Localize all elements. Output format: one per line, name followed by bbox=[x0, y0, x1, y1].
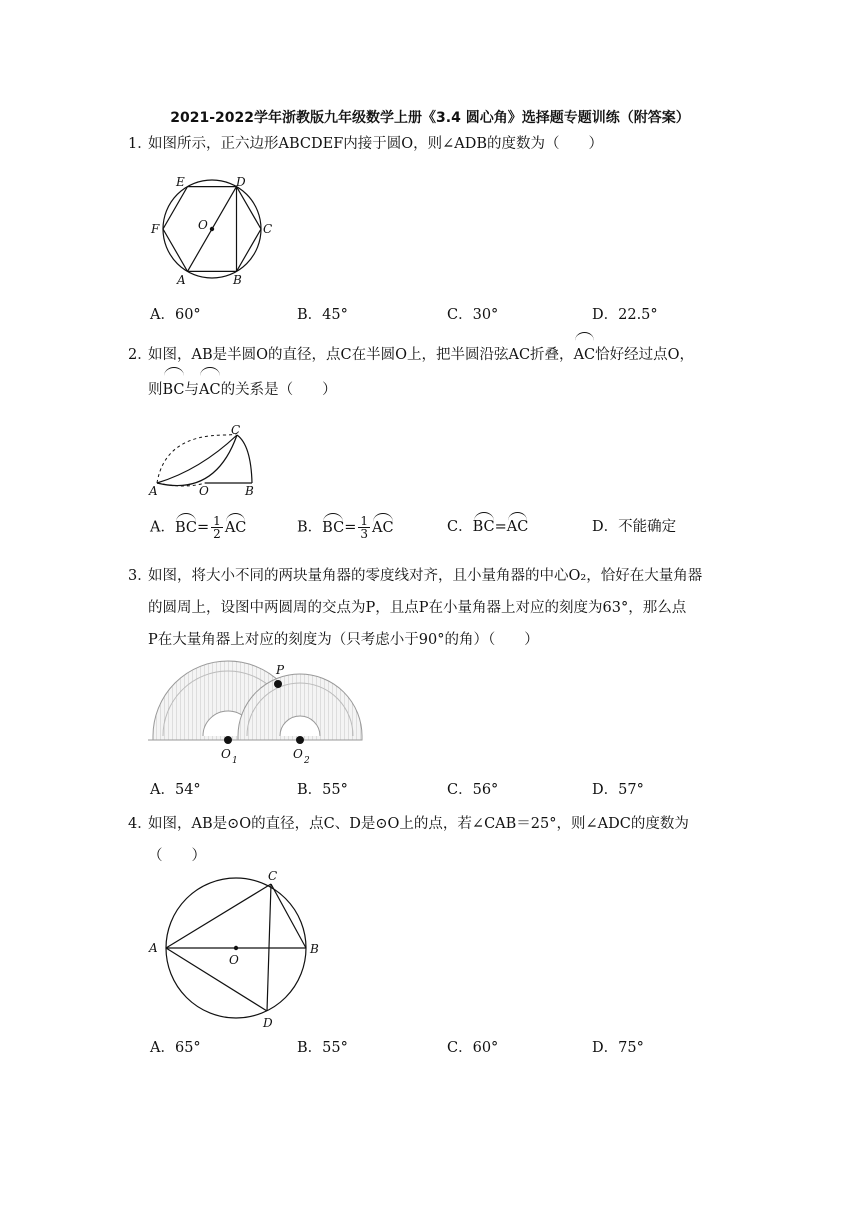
figure-label: B bbox=[245, 484, 254, 498]
question-4-figure bbox=[145, 868, 330, 1033]
point-p bbox=[274, 680, 282, 688]
arc-ac: AC bbox=[574, 336, 596, 371]
option-a: A．54° bbox=[150, 782, 201, 798]
question-4-options bbox=[150, 1036, 750, 1060]
point-o2 bbox=[296, 736, 304, 744]
figure-label: A bbox=[149, 484, 158, 498]
figure-subscript: 2 bbox=[304, 756, 310, 766]
center-point bbox=[234, 946, 238, 950]
option-c: C．BC=AC bbox=[447, 515, 528, 536]
question-2-text: 2．如图，AB是半圆O的直径，点C在半圆O上，把半圆沿弦AC折叠，AC恰好经过点O， 则BC与AC的关系是（ ） bbox=[128, 336, 738, 406]
option-b: B．45° bbox=[297, 307, 348, 323]
figure-label: O bbox=[221, 747, 231, 761]
fraction-half: $\frac{1}{2}$ bbox=[213, 514, 221, 541]
question-1-options bbox=[150, 303, 750, 327]
figure-label: O bbox=[198, 218, 208, 232]
figure-label: A bbox=[177, 273, 186, 287]
option-d: D．22.5° bbox=[592, 307, 658, 323]
question-1-text: 1．如图所示，正六边形ABCDEF内接于圆O，则∠ADB的度数为（ ） bbox=[128, 128, 738, 160]
question-number: 2． bbox=[128, 347, 152, 363]
figure-label: D bbox=[236, 175, 246, 189]
figure-label: O bbox=[199, 484, 209, 498]
figure-label: O bbox=[229, 953, 239, 967]
center-point bbox=[210, 227, 214, 231]
option-a: A．BC= $\frac{1}{2}$ AC bbox=[150, 514, 247, 541]
arc-bc: BC bbox=[163, 371, 185, 406]
option-d: D．75° bbox=[592, 1040, 644, 1056]
question-number: 1． bbox=[128, 136, 152, 152]
figure-label: B bbox=[310, 942, 319, 956]
question-2-options bbox=[150, 515, 750, 551]
figure-label: D bbox=[263, 1016, 273, 1030]
figure-label: E bbox=[176, 175, 185, 189]
figure-label: A bbox=[149, 941, 158, 955]
figure-subscript: 1 bbox=[232, 756, 238, 766]
question-number: 4． bbox=[128, 816, 152, 832]
question-number: 3． bbox=[128, 568, 152, 584]
figure-label: F bbox=[151, 222, 160, 236]
fraction-third: $\frac{1}{3}$ bbox=[360, 514, 368, 541]
option-c: C．56° bbox=[447, 782, 499, 798]
figure-label: P bbox=[276, 663, 285, 677]
option-c: C．60° bbox=[447, 1040, 499, 1056]
figure-label: O bbox=[293, 747, 303, 761]
question-3-options bbox=[150, 778, 750, 802]
arc-ac: AC bbox=[199, 371, 221, 406]
figure-label: C bbox=[231, 423, 241, 437]
option-a: A．60° bbox=[150, 307, 201, 323]
option-c: C．30° bbox=[447, 307, 499, 323]
figure-label: B bbox=[233, 273, 242, 287]
option-b: B．55° bbox=[297, 782, 348, 798]
question-4-text: 4．如图，AB是⊙O的直径，点C、D是⊙O上的点，若∠CAB＝25°，则∠ADC的度数为 （ ） bbox=[128, 808, 738, 872]
point-o1 bbox=[224, 736, 232, 744]
option-d: D．不能确定 bbox=[592, 519, 677, 535]
question-1-figure bbox=[140, 170, 280, 290]
question-3-figure bbox=[148, 660, 363, 770]
option-d: D．57° bbox=[592, 782, 644, 798]
option-b: B．55° bbox=[297, 1040, 348, 1056]
question-3-text: 3．如图，将大小不同的两块量角器的零度线对齐，且小量角器的中心O₂，恰好在大量角器 的圆周上，设图中两圆周的交点为P，且点P在小量角器上对应的刻度为63°，那么点 P在大量角器上对应的刻度为（只考虑小于90°的角）（ ） bbox=[128, 560, 738, 656]
figure-label: C bbox=[268, 869, 278, 883]
figure-label: C bbox=[263, 222, 273, 236]
question-2-figure bbox=[145, 425, 275, 500]
option-a: A．65° bbox=[150, 1040, 201, 1056]
option-b: B．BC= $\frac{1}{3}$ AC bbox=[297, 514, 394, 541]
page-title: 2021-2022学年浙教版九年级数学上册《3.4 圆心角》选择题专题训练（附答案） bbox=[170, 110, 690, 126]
